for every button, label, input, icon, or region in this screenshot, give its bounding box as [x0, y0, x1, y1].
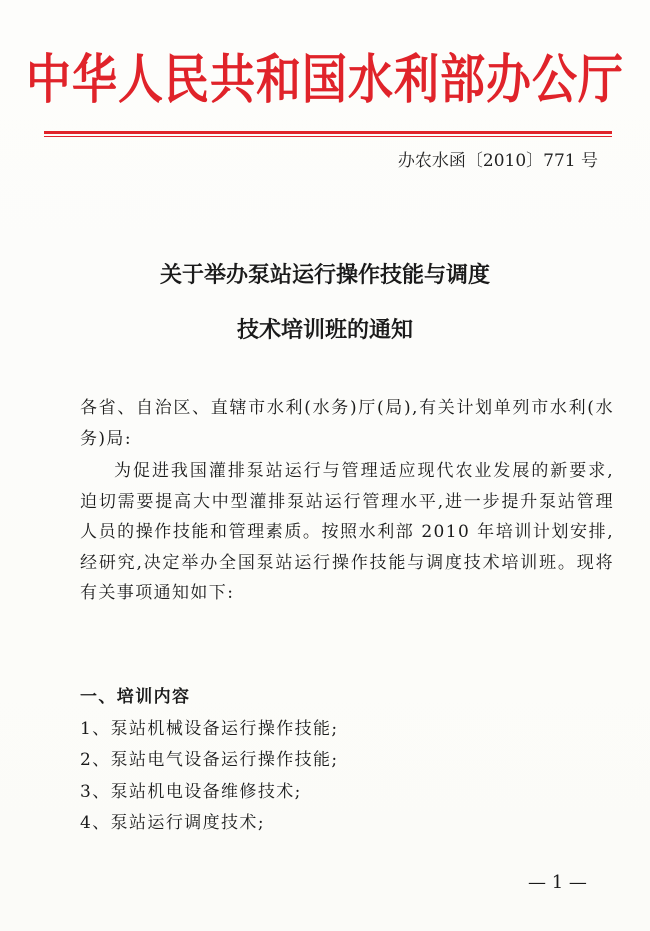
list-item: 4、泵站运行调度技术;: [80, 813, 265, 833]
notice-title-line-1: 关于举办泵站运行操作技能与调度: [159, 263, 490, 288]
notice-body: [80, 393, 614, 609]
section-heading: 一、培训内容: [80, 687, 191, 707]
red-header-rule: [44, 131, 612, 134]
list-item: 1、泵站机械设备运行操作技能;: [80, 718, 339, 739]
issuing-office-header: 中华人民共和国水利部办公厅: [25, 47, 624, 111]
intro-paragraph: 为促进我国灌排泵站运行与管理适应现代农业发展的新要求,迫切需要提高大中型灌排泵站运行管理水平,进一步提升泵站管理人员的操作技能和管理素质。按照水利部 2010 年培训计划安排,经研究,决定举办全国泵站运行操作技能与调度技术培训班。现将有关事项通知如下:: [80, 461, 614, 603]
red-header-rule-thin: [44, 136, 612, 137]
salutation: 各省、自治区、直辖市水利(水务)厅(局),有关计划单列市水利(水务)局:: [80, 398, 614, 449]
list-item: 3、泵站机电设备维修技术;: [80, 781, 302, 802]
list-item: 2、泵站电气设备运行操作技能;: [80, 750, 339, 770]
section-training-content: [80, 676, 620, 840]
document-number: 办农水函〔2010〕771 号: [397, 151, 598, 171]
notice-title-line-2: 技术培训班的通知: [236, 318, 413, 343]
page-number: — 1 —: [528, 872, 587, 893]
